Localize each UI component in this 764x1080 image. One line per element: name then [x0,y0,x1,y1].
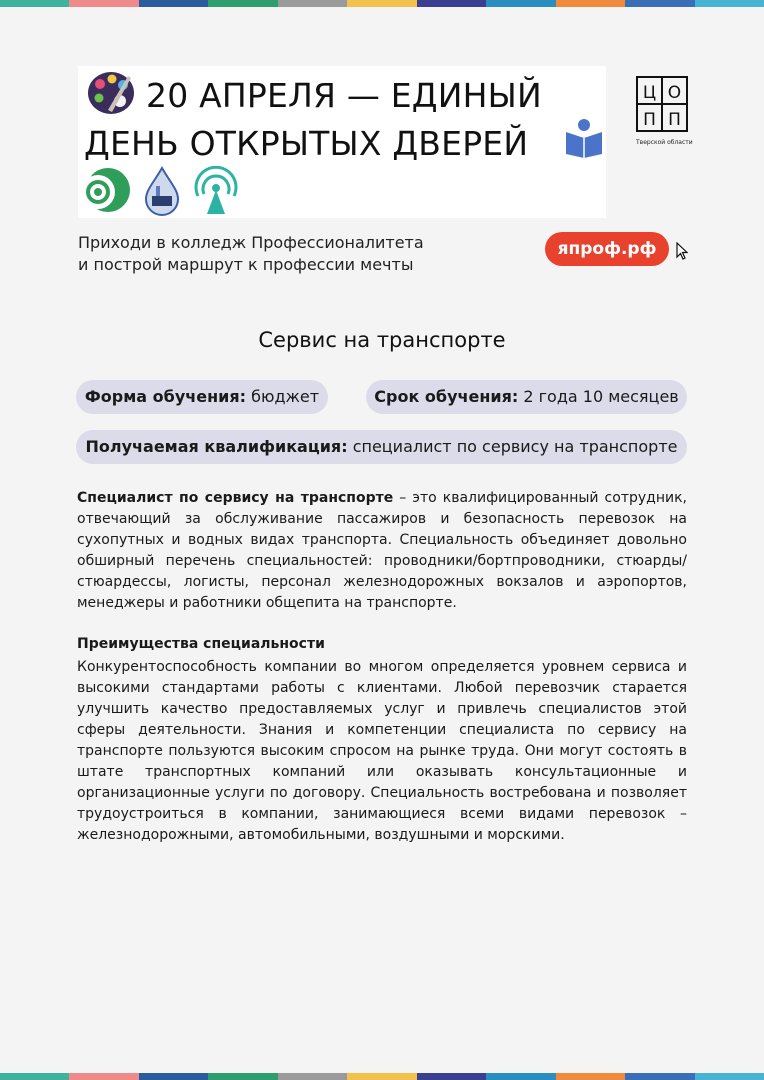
advantages-heading: Преимущества специальности [77,636,325,652]
droplet-icon [142,166,182,216]
stripe-segment [69,0,138,7]
stripe-segment [139,1073,208,1080]
banner-title-line2: ДЕНЬ ОТКРЫТЫХ ДВЕРЕЙ [84,124,529,163]
stripe-segment [278,0,347,7]
qualification-pill [76,430,687,464]
stripe-segment [556,1073,625,1080]
site-link-badge[interactable]: япроф.рф [545,232,669,266]
stripe-segment [208,0,277,7]
qualification-label: Получаемая квалификация: [85,437,348,456]
top-color-stripe [0,0,764,7]
tagline-line1: Приходи в колледж Профессионалитета [78,233,424,252]
study-form-pill [76,380,328,414]
stripe-segment [347,1073,416,1080]
study-term-pill [366,380,687,414]
stripe-segment [486,1073,555,1080]
study-term-label: Срок обучения: [374,387,519,406]
advantages-paragraph: Конкурентоспособность компании во многом определяется уровнем сервиса и высокими стандартами работы с клиентами. Любой перевозчик старается улучшить качество предоставляемых услуг и привлечь специалистов этой сферы деятельности. Знания и компетенции специалиста по сервису на транспорте пользуются высоким спросом на рынке труда. Они могут состоять в штате транспортных компаний или оказывать консультационные и организационные услуги по договору. Специальность востребована и позволяет трудоустроиться в компании, занимающиеся всеми видами перевозок – железнодорожными, автомобильными, воздушными и морскими. [77,659,687,843]
stripe-segment [625,0,694,7]
stripe-segment [486,0,555,7]
logo-letter-1: Ц [642,83,657,103]
study-term-value: 2 года 10 месяцев [523,387,679,406]
intro-lead: Специалист по сервису на транспорте [77,490,394,506]
stripe-segment [139,0,208,7]
bottom-color-stripe [0,1073,764,1080]
page-title: Сервис на транспорте [258,328,506,352]
logo-letter-2: О [667,83,682,103]
tagline-line2: и построй маршрут к профессии мечты [78,255,414,274]
stripe-segment [695,1073,764,1080]
stripe-segment [695,0,764,7]
banner-title [84,72,542,168]
logo-letter-4: П [668,110,681,130]
open-day-banner [78,66,606,218]
intro-text: – это квалифицированный сотрудник, отвечающий за обслуживание пассажиров и безопасность перевозок на сухопутных и водных видах транспорта. Специальность объединяет довольно обширный перечень специальностей: проводники/бортпроводники, стюарды/стюардессы, логисты, персонал железнодорожных вокзалов и аэропортов, менеджеры и работники общепита на транспорте. [77,490,687,611]
copp-logo-mark [636,76,688,132]
logo-subtitle: Тверской области [636,139,693,146]
stripe-segment [0,0,69,7]
book-icon [564,118,604,158]
signal-tower-icon [192,166,240,216]
qualification-value: специалист по сервису на транспорте [352,437,678,456]
banner-title-line1: 20 АПРЕЛЯ — ЕДИНЫЙ [146,76,542,115]
stripe-segment [347,0,416,7]
tagline [78,232,518,276]
stripe-segment [0,1073,69,1080]
logo-letter-3: П [643,110,656,130]
cursor-icon [676,242,688,260]
intro-paragraph [77,488,687,614]
stripe-segment [69,1073,138,1080]
study-form-value: бюджет [251,387,320,406]
study-form-label: Форма обучения: [84,387,247,406]
banner-icons-row [78,166,240,216]
stripe-segment [278,1073,347,1080]
stripe-segment [208,1073,277,1080]
stripe-segment [417,1073,486,1080]
copp-logo [636,76,702,146]
stripe-segment [625,1073,694,1080]
stripe-segment [556,0,625,7]
plant-icon [78,166,132,216]
stripe-segment [417,0,486,7]
